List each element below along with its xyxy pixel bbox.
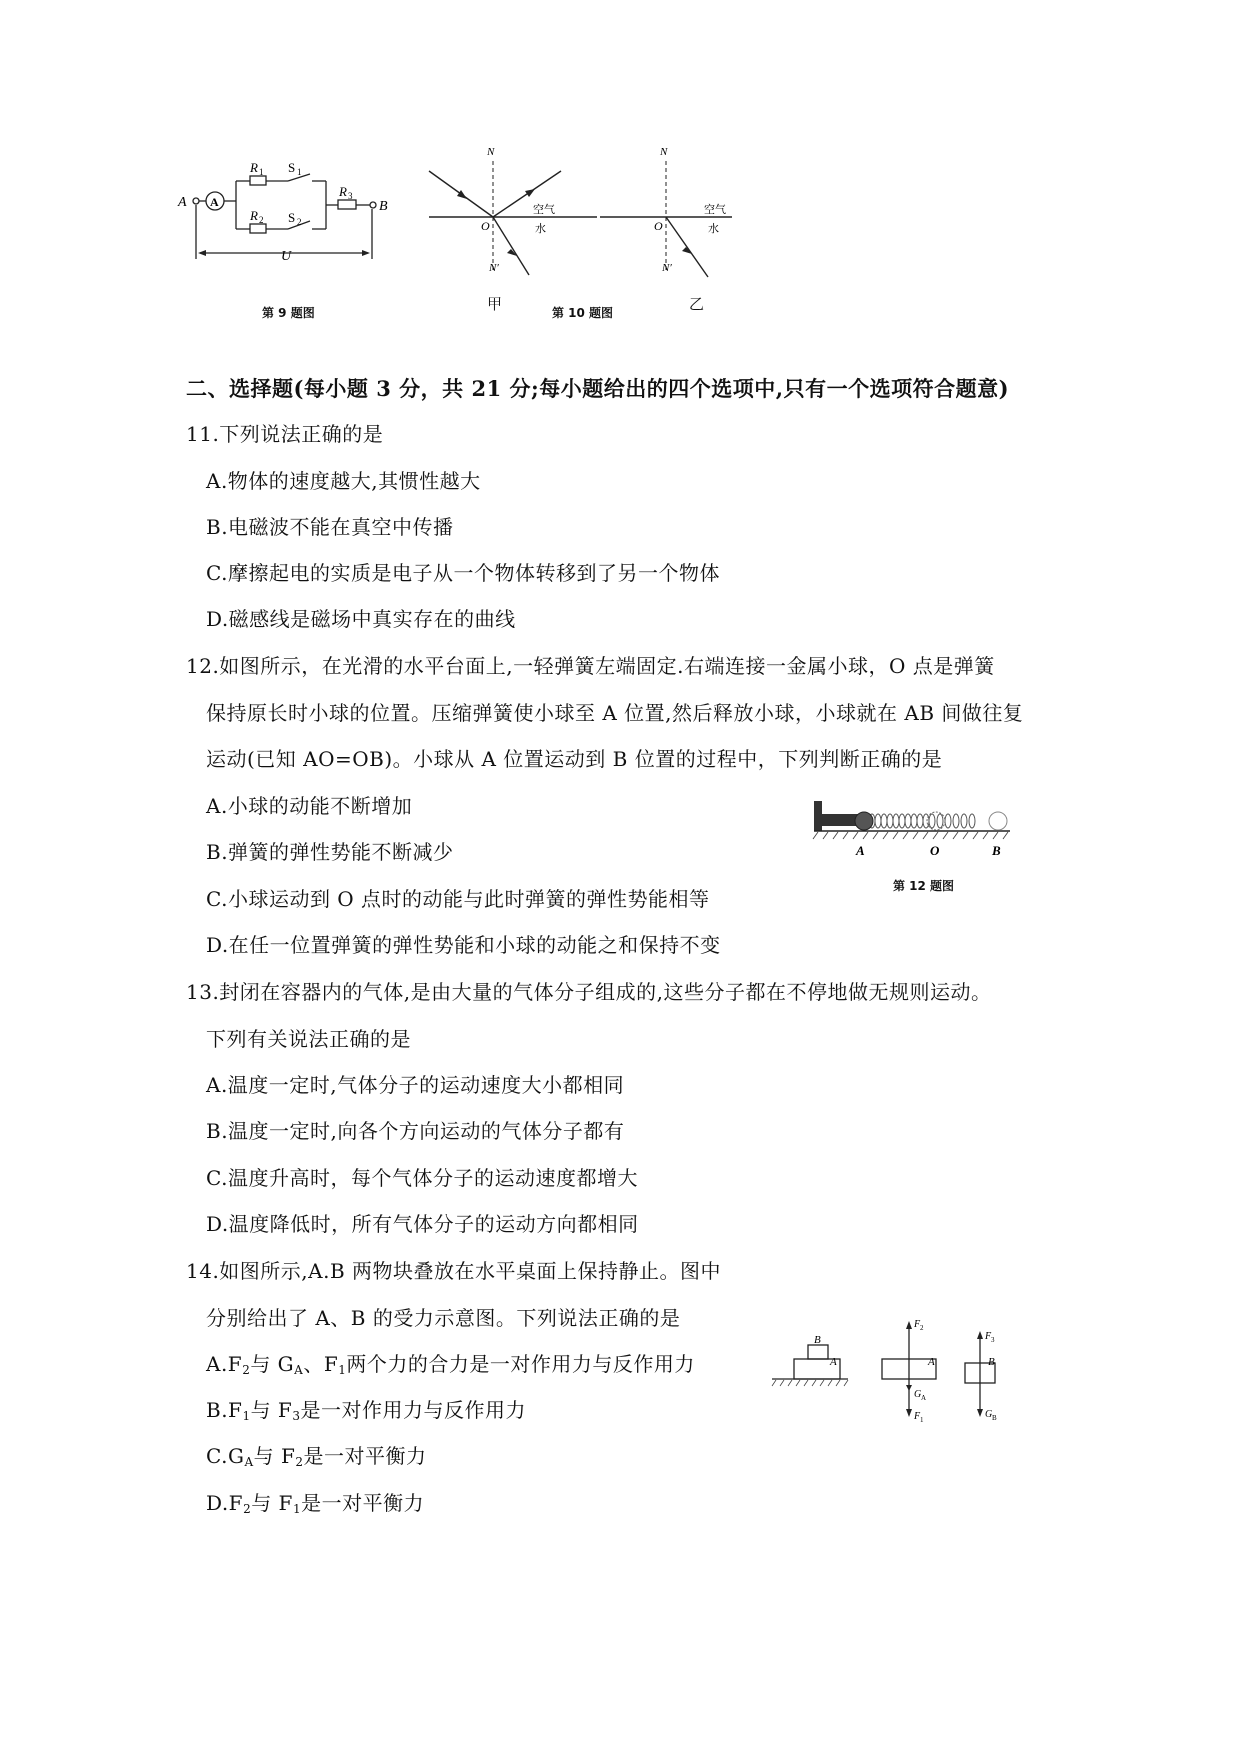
q11-option-a: A.物体的速度越大,其惯性越大 (206, 469, 481, 493)
q12-option-d: D.在任一位置弹簧的弹性势能和小球的动能之和保持不变 (206, 933, 721, 957)
label-water: 水 (708, 223, 719, 235)
q13-option-d: D.温度降低时，所有气体分子的运动方向都相同 (206, 1212, 639, 1236)
label-r2-sub: 2 (259, 215, 264, 225)
q11-stem: 11.下列说法正确的是 (186, 422, 384, 446)
section-heading: 二、选择题(每小题 3 分，共 21 分;每小题给出的四个选项中,只有一个选项符合题意) (186, 376, 1010, 401)
label-o: O (654, 219, 663, 233)
caption-fig12: 第 12 题图 (893, 879, 955, 893)
label-u: U (281, 249, 292, 264)
label-n-prime: N′ (662, 262, 672, 274)
q11-option-b: B.电磁波不能在真空中传播 (206, 515, 454, 539)
refraction-diagram-right (596, 143, 746, 283)
label-n: N (660, 146, 668, 158)
q12-stem-line1: 12.如图所示，在光滑的水平台面上,一轻弹簧左端固定.右端连接一金属小球，O 点是弹簧 (186, 654, 995, 678)
q12-stem-line3: 运动(已知 AO=OB)。小球从 A 位置运动到 B 位置的过程中，下列判断正确的是 (206, 747, 943, 771)
label-f1-sub: 1 (920, 1416, 924, 1424)
label-s1-sub: 1 (297, 167, 302, 177)
label-a: A (856, 843, 865, 858)
label-air: 空气 (704, 204, 726, 216)
label-b: B (814, 1334, 821, 1346)
circuit-diagram-fig9 (176, 155, 416, 290)
label-a: A (928, 1356, 935, 1368)
q11-option-d: D.磁感线是磁场中真实存在的曲线 (206, 607, 516, 631)
q14-stem-line2: 分别给出了 A、B 的受力示意图。下列说法正确的是 (206, 1306, 681, 1330)
q14-option-d: $D.F_2$与 $F_1$是一对平衡力 (206, 1491, 425, 1516)
label-r2: R (250, 208, 258, 223)
label-f2-sub: 2 (920, 1324, 924, 1332)
label-r3-sub: 3 (348, 191, 353, 201)
force-diagram-fig14 (770, 1305, 1025, 1425)
label-water: 水 (535, 223, 546, 235)
q12-option-c: C.小球运动到 O 点时的动能与此时弹簧的弹性势能相等 (206, 887, 710, 911)
q12-option-b: B.弹簧的弹性势能不断减少 (206, 840, 454, 864)
q14-option-a: $A.F_2$与 $G_A$、$F_1$两个力的合力是一对作用力与反作用力 (206, 1352, 695, 1377)
label-s2: S (288, 210, 296, 225)
label-s2-sub: 2 (297, 217, 302, 227)
label-ga: G (914, 1389, 922, 1400)
spring-diagram-fig12 (812, 797, 1012, 867)
q13-stem-line2: 下列有关说法正确的是 (206, 1027, 411, 1051)
label-r3: R (339, 184, 347, 199)
label-air: 空气 (533, 204, 555, 216)
label-o: O (481, 219, 490, 233)
q13-option-a: A.温度一定时,气体分子的运动速度大小都相同 (206, 1073, 625, 1097)
q12-stem-line2: 保持原长时小球的位置。压缩弹簧使小球至 A 位置,然后释放小球，小球就在 AB 间做往复 (206, 701, 1024, 725)
label-b: B (988, 1356, 995, 1368)
label-ga-sub: A (921, 1394, 927, 1402)
label-a: A (830, 1356, 837, 1368)
label-r1-sub: 1 (259, 167, 264, 177)
q13-option-c: C.温度升高时，每个气体分子的运动速度都增大 (206, 1166, 638, 1190)
label-r1: R (250, 160, 258, 175)
q14-option-b: $B.F_1$与 $F_3$是一对作用力与反作用力 (206, 1398, 526, 1423)
q11-option-c: C.摩擦起电的实质是电子从一个物体转移到了另一个物体 (206, 561, 720, 585)
label-gb-sub: B (992, 1414, 997, 1422)
caption-fig10: 第 10 题图 (552, 306, 614, 320)
figure-label-jia: 甲 (487, 295, 503, 313)
label-s1: S (288, 160, 296, 175)
label-a: A (178, 195, 187, 210)
q13-stem-line1: 13.封闭在容器内的气体,是由大量的气体分子组成的,这些分子都在不停地做无规则运动。 (186, 980, 992, 1004)
caption-fig9: 第 9 题图 (262, 306, 315, 320)
label-f1: F (914, 1411, 921, 1422)
label-o: O (930, 843, 940, 858)
q13-option-b: B.温度一定时,向各个方向运动的气体分子都有 (206, 1119, 625, 1143)
ammeter-label: A (210, 195, 219, 209)
label-f3-sub: 3 (991, 1336, 995, 1344)
label-b: B (379, 199, 388, 214)
q14-option-c: $C.G_A$与 $F_2$是一对平衡力 (206, 1444, 427, 1469)
label-gb: G (985, 1409, 993, 1420)
label-b: B (992, 843, 1001, 858)
label-n: N (487, 146, 495, 158)
q12-option-a: A.小球的动能不断增加 (206, 794, 413, 818)
label-f3: F (985, 1331, 992, 1342)
q14-stem-line1: 14.如图所示,A.B 两物块叠放在水平桌面上保持静止。图中 (186, 1259, 722, 1283)
refraction-diagram-left (425, 143, 605, 283)
label-f2: F (914, 1319, 921, 1330)
label-n-prime: N′ (489, 262, 499, 274)
figure-label-yi: 乙 (689, 295, 705, 313)
